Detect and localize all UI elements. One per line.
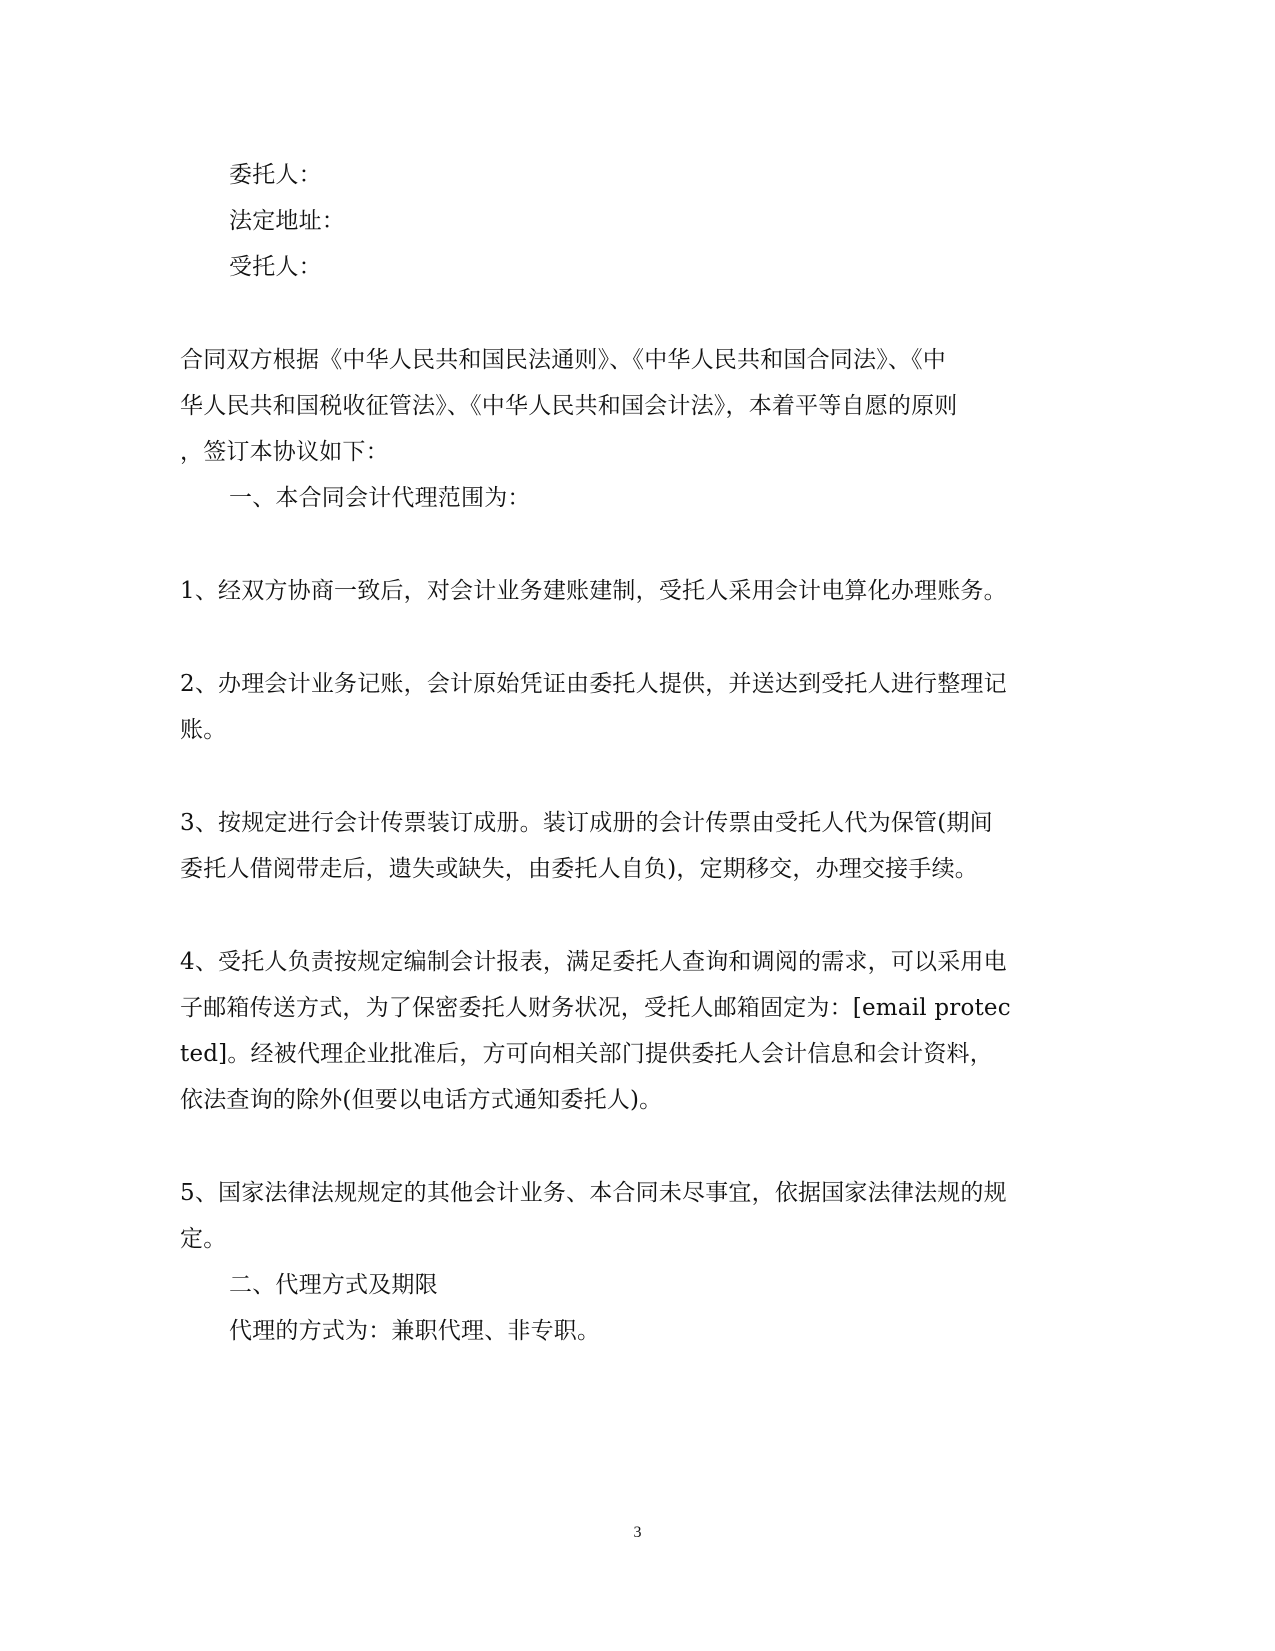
item-4-line-4: 依法查询的除外(但要以电话方式通知委托人)。 [180,1087,663,1113]
item-2-line-1: 2、办理会计业务记账，会计原始凭证由委托人提供，并送达到受托人进行整理记 [180,671,1007,697]
item-3-line-1: 3、按规定进行会计传票装订成册。装订成册的会计传票由受托人代为保管(期间 [180,810,993,836]
item-3-line-2: 委托人借阅带走后，遗失或缺失，由委托人自负)，定期移交，办理交接手续。 [180,856,978,882]
intro-line-2: 华人民共和国税收征管法》、《中华人民共和国会计法》，本着平等自愿的原则 [180,393,958,419]
item-1-line-1: 1、经双方协商一致后，对会计业务建账建制，受托人采用会计电算化办理账务。 [180,578,1007,604]
item-5-line-2: 定。 [180,1226,227,1252]
item-4-line-1: 4、受托人负责按规定编制会计报表，满足委托人查询和调阅的需求，可以采用电 [180,949,1007,975]
intro-line-3: ，签订本协议如下： [180,439,389,465]
legal-address-field-label: 法定地址： [229,208,345,234]
item-5-line-1: 5、国家法律法规规定的其他会计业务、本合同未尽事宜，依据国家法律法规的规 [180,1180,1007,1206]
intro-line-1: 合同双方根据《中华人民共和国民法通则》、《中华人民共和国合同法》、《中 [180,347,946,373]
client-field-label: 委托人： [229,162,322,188]
page-number: 3 [633,1524,642,1541]
item-4-line-3: ted]。经被代理企业批准后，方可向相关部门提供委托人会计信息和会计资料， [180,1041,993,1067]
section-one-title: 一、本合同会计代理范围为： [229,485,531,511]
item-2-line-2: 账。 [180,717,227,743]
trustee-field-label: 受托人： [229,254,322,280]
section-two-title: 二、代理方式及期限 [229,1272,438,1298]
item-4-line-2: 子邮箱传送方式，为了保密委托人财务状况，受托人邮箱固定为：[email protec [180,995,1011,1021]
section-two-body: 代理的方式为：兼职代理、非专职。 [229,1318,601,1344]
